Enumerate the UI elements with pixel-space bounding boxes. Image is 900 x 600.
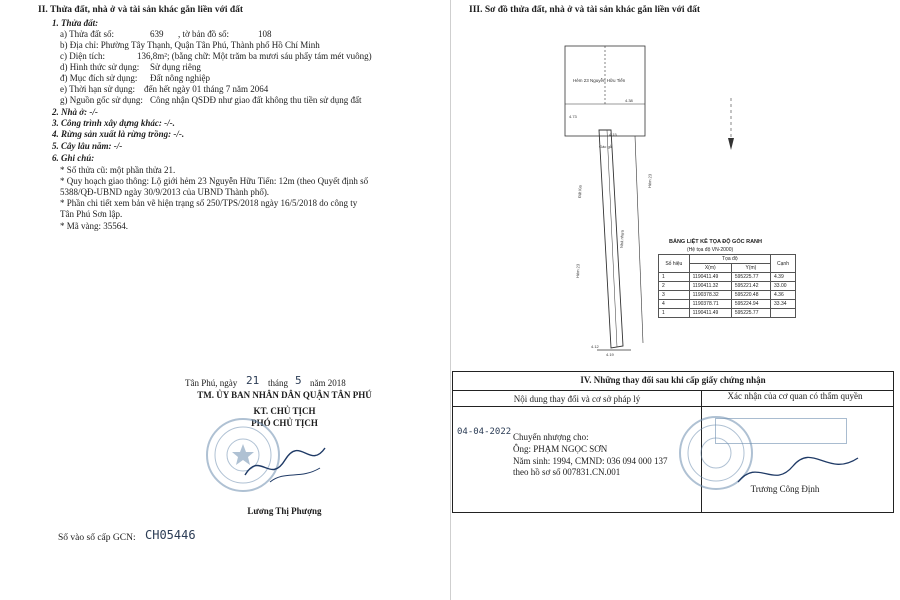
dim-label: 4.38	[625, 98, 633, 103]
coord-table-title: BẢNG LIỆT KÊ TỌA ĐỘ GÓC RANH	[669, 239, 762, 245]
changes-col2-header: Xác nhận của cơ quan có thẩm quyền	[727, 391, 863, 401]
changes-signer: Trương Công Định	[750, 484, 820, 494]
street-label: Hẻm 23 Nguyễn Hữu Tiến	[573, 78, 626, 83]
use-form-label: d) Hình thức sử dụng:	[60, 62, 140, 72]
map-sheet-label: , tờ bản đồ số:	[178, 29, 230, 39]
parcel-number-value: 639	[150, 29, 164, 39]
table-cell: 1190411.49	[689, 309, 731, 318]
use-form-value: Sử dụng riêng	[150, 62, 201, 72]
term-label: e) Thời hạn sử dụng:	[60, 84, 135, 94]
note-line: * Số thửa cũ: một phần thửa 21.	[60, 165, 176, 175]
authority-title: TM. ỦY BAN NHÂN DÂN QUẬN TÂN PHÚ	[197, 390, 372, 400]
table-row	[659, 291, 796, 300]
area-value: 136,8m²; (bằng chữ: Một trăm ba mươi sáu phẩy tám mét vuông)	[137, 51, 372, 61]
table-cell: 1190378.71	[689, 300, 731, 309]
notes-heading: 6. Ghi chú:	[52, 153, 95, 163]
note-line: Tân Phú Sơn lập.	[60, 209, 123, 219]
table-cell: 1	[659, 273, 690, 282]
coord-subheader: Y(m)	[731, 264, 770, 273]
note-line: * Phần chi tiết xem bản vẽ hiện trạng số 250/TPS/2018 ngày 16/5/2018 do công ty	[60, 198, 358, 208]
parcel-number-label: a) Thửa đất số:	[60, 29, 114, 39]
address-line: b) Địa chỉ: Phường Tây Thạnh, Quận Tân Phú, Thành phố Hồ Chí Minh	[60, 40, 320, 50]
house-line: 2. Nhà ở: -/-	[52, 107, 98, 117]
table-cell: 595221.42	[731, 282, 770, 291]
coord-table	[658, 254, 796, 318]
coord-subheader: X(m)	[689, 264, 731, 273]
table-cell: 3	[659, 291, 690, 300]
section-title-ii: II. Thửa đất, nhà ở và tài sản khác gắn liền với đất	[38, 5, 244, 15]
date-year: năm 2018	[310, 378, 346, 388]
changes-title-row	[453, 372, 893, 391]
side-label: Đất lúa	[577, 185, 583, 199]
dim-label: 4.19	[606, 352, 614, 357]
side-label: Nhà nhựa	[619, 230, 625, 249]
perennial-line: 5. Cây lâu năm: -/-	[52, 141, 123, 151]
table-cell: 595224.94	[731, 300, 770, 309]
forest-line: 4. Rừng sản xuất là rừng trồng: -/-.	[52, 129, 185, 139]
table-cell: 1190378.32	[689, 291, 731, 300]
date-month: 5	[295, 374, 302, 387]
section-title-iii: III. Sơ đồ thửa đất, nhà ở và tài sản khác gắn liền với đất	[469, 5, 701, 15]
land-heading: 1. Thửa đất:	[52, 18, 99, 28]
table-cell: 4.39	[771, 273, 796, 282]
table-cell: 2	[659, 282, 690, 291]
table-cell: 595220.48	[731, 291, 770, 300]
date-prefix: Tân Phú, ngày	[185, 378, 238, 388]
gcn-value: CH05446	[145, 528, 196, 542]
side-label: Hẻm 23	[647, 173, 653, 189]
table-cell: 4	[659, 300, 690, 309]
map-sheet-value: 108	[258, 29, 272, 39]
table-cell: 595225.77	[731, 273, 770, 282]
note-line: * Quy hoạch giao thông: Lộ giới hẻm 23 Nguyễn Hữu Tiến: 12m (theo Quyết định số	[60, 176, 369, 186]
changes-title: IV. Những thay đổi sau khi cấp giấy chứng nhận	[580, 375, 766, 385]
change-line: Năm sinh: 1994, CMND: 036 094 000 137	[513, 456, 668, 466]
side-label: Gác gỗ	[599, 144, 612, 149]
coord-header: Tọa độ	[689, 255, 770, 264]
table-cell: 33.34	[771, 300, 796, 309]
table-cell: 1190411.32	[689, 282, 731, 291]
change-line: Chuyển nhượng cho:	[513, 432, 589, 442]
side-label: Hẻm 23	[575, 263, 581, 279]
note-line: 5388/QĐ-UBND ngày 30/9/2013 của UBND Thành phố).	[60, 187, 270, 197]
use-purpose-label: đ) Mục đích sử dụng:	[60, 73, 138, 83]
official-rectangle-stamp	[715, 418, 847, 444]
dim-label: 4.73	[569, 114, 577, 119]
table-cell: 595225.77	[731, 309, 770, 318]
change-line: Ông: PHẠM NGỌC SƠN	[513, 444, 608, 454]
construction-line: 3. Công trình xây dựng khác: -/-.	[52, 118, 175, 128]
signature-mark	[240, 440, 330, 490]
origin-label: g) Nguồn gốc sử dụng:	[60, 95, 143, 105]
date-month-label: tháng	[268, 378, 288, 388]
table-row	[659, 282, 796, 291]
header-divider	[453, 406, 893, 407]
table-cell	[771, 309, 796, 318]
change-line: theo hồ sơ số 007831.CN.001	[513, 467, 621, 477]
table-cell: 1190411.49	[689, 273, 731, 282]
table-cell: 33.00	[771, 282, 796, 291]
table-row	[659, 300, 796, 309]
use-purpose-value: Đất nông nghiệp	[150, 73, 210, 83]
term-value: đến hết ngày 01 tháng 7 năm 2064	[144, 84, 269, 94]
table-row	[659, 273, 796, 282]
dim-label: 4.12	[591, 344, 599, 349]
coord-header: Số hiệu	[659, 255, 690, 273]
origin-value: Công nhận QSDĐ như giao đất không thu tiền sử dụng đất	[150, 95, 362, 105]
changes-section	[452, 371, 894, 513]
coord-table-subtitle: (Hệ tọa độ VN-2000)	[687, 247, 734, 253]
signer-name: Lương Thị Phượng	[247, 506, 322, 516]
area-label: c) Diện tích:	[60, 51, 105, 61]
change-date-stamp: 04-04-2022	[457, 427, 512, 437]
changes-col1-header: Nội dung thay đổi và cơ sở pháp lý	[513, 394, 641, 404]
kt-title: KT. CHỦ TỊCH	[253, 406, 316, 416]
table-cell: 1	[659, 309, 690, 318]
coord-header: Cạnh	[771, 255, 796, 273]
note-line: * Mã vàng: 35564.	[60, 221, 128, 231]
gcn-label: Số vào sổ cấp GCN:	[58, 533, 136, 543]
table-row	[659, 309, 796, 318]
table-cell: 4.36	[771, 291, 796, 300]
dim-label: 4.15	[609, 132, 617, 137]
date-day: 21	[246, 374, 260, 387]
deputy-title: PHÓ CHỦ TỊCH	[251, 418, 318, 428]
